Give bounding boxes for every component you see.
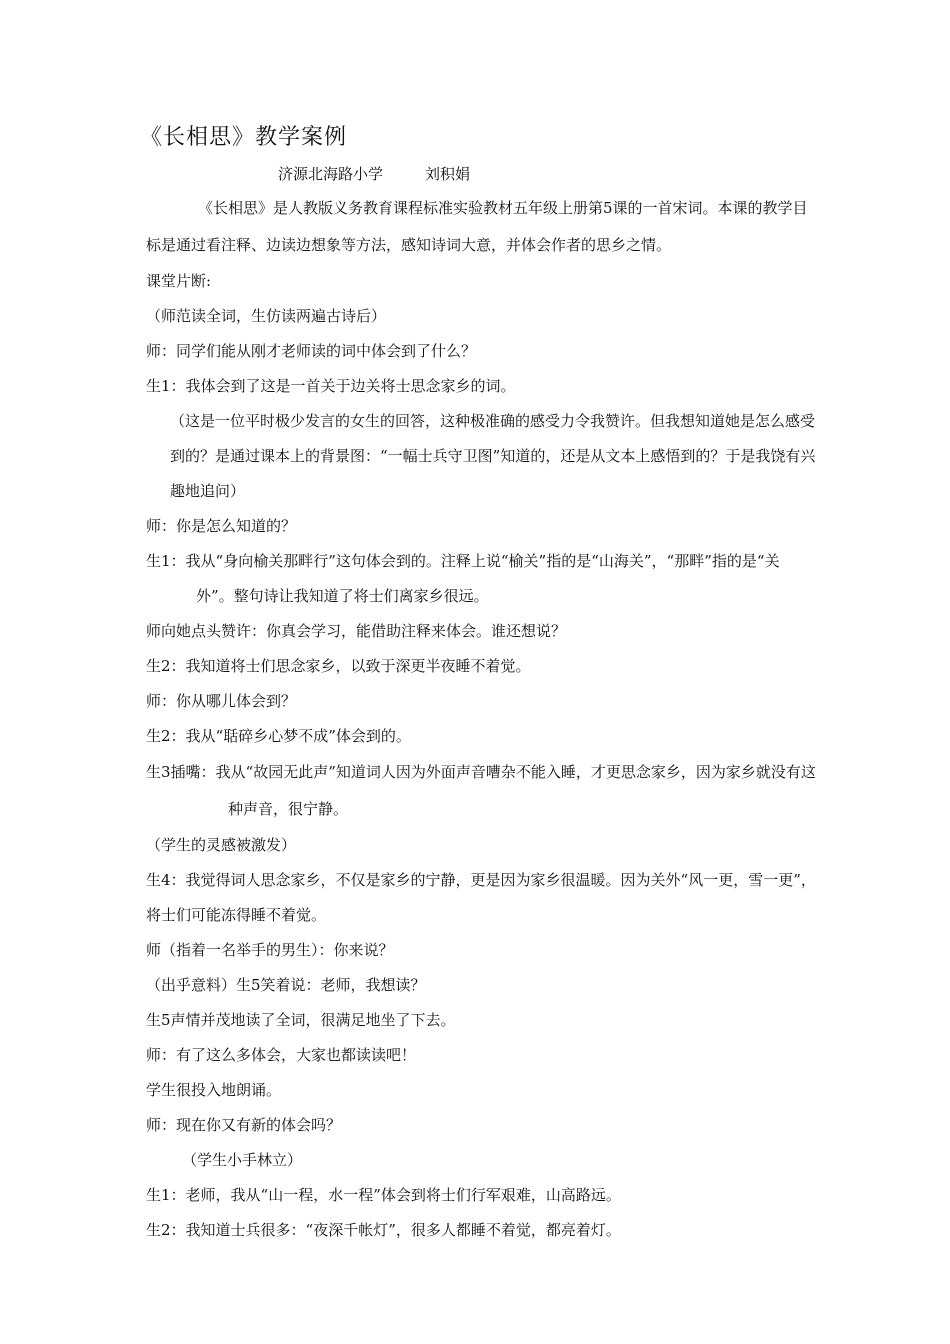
stage-note: （师范读全词，生仿读两遍古诗后）: [146, 307, 387, 325]
dialogue-line: 生2：我知道将士们思念家乡，以致于深更半夜睡不着觉。: [146, 657, 531, 675]
byline: [278, 163, 470, 184]
dialogue-line: 师：现在你又有新的体会吗？: [146, 1116, 342, 1134]
dialogue-line: 生4：我觉得词人思念家乡，不仅是家乡的宁静，更是因为家乡很温暖。因为关外“风一更，雪一更”，将士们可能冻得睡不着觉。: [146, 871, 816, 924]
dialogue-line: 生1：老师，我从“山一程，水一程”体会到将士们行军艰难，山高路远。: [146, 1186, 621, 1204]
dialogue-line: 师（指着一名举手的男生）：你来说？: [146, 941, 394, 959]
dialogue-line: （出乎意料）生5笑着说：老师，我想读？: [146, 976, 426, 994]
stage-note: （学生小手林立）: [182, 1151, 303, 1169]
dialogue-line: 师：你从哪儿体会到？: [146, 692, 297, 710]
dialogue-line: 生5声情并茂地读了全词，很满足地坐了下去。: [146, 1011, 456, 1029]
dialogue-line: 师：同学们能从刚才老师读的词中体会到了什么？: [146, 342, 477, 360]
dialogue-line: 师：你是怎么知道的？: [146, 517, 297, 535]
document-title: 《长相思》教学案例: [140, 125, 348, 150]
section-label: 课堂片断:: [146, 272, 212, 290]
teacher-reflection: （这是一位平时极少发言的女生的回答，这种极准确的感受力令我赞许。但我想知道她是怎么感受到的？是通过课本上的背景图：“一幅士兵守卫图”知道的，还是从文本上感悟到的？于是我饶有兴趣地追问）: [170, 412, 816, 500]
dialogue-line: 生1：我从“身向榆关那畔行”这句体会到的。注释上说“榆关”指的是“山海关”，“那畔”指的是“关外”。整句诗让我知道了将士们离家乡很远。: [146, 552, 780, 605]
dialogue-line: 生1：我体会到了这是一首关于边关将士思念家乡的词。: [146, 377, 516, 395]
document-body: [146, 190, 816, 1248]
dialogue-line: 学生很投入地朗诵。: [146, 1081, 282, 1099]
dialogue-line: 生2：我知道士兵很多：“夜深千帐灯”，很多人都睡不着觉，都亮着灯。: [146, 1221, 621, 1239]
dialogue-line: 师：有了这么多体会，大家也都读读吧！: [146, 1046, 417, 1064]
dialogue-line: 生3插嘴：我从“故园无此声”知道词人因为外面声音嘈杂不能入睡，才更思念家乡，因为家乡就没有这种声音，很宁静。: [146, 763, 816, 818]
dialogue-line: 师向她点头赞许：你真会学习，能借助注释来体会。谁还想说？: [146, 622, 567, 640]
intro-paragraph: 《长相思》是人教版义务教育课程标准实验教材五年级上册第5课的一首宋词。本课的教学目标是通过看注释、边读边想象等方法，感知诗词大意，并体会作者的思乡之情。: [146, 199, 808, 254]
author-name: 刘积娟: [425, 165, 471, 183]
dialogue-line: 生2：我从“聒碎乡心梦不成”体会到的。: [146, 727, 411, 745]
school-name: 济源北海路小学: [278, 165, 384, 183]
stage-note: （学生的灵感被激发）: [146, 836, 297, 854]
